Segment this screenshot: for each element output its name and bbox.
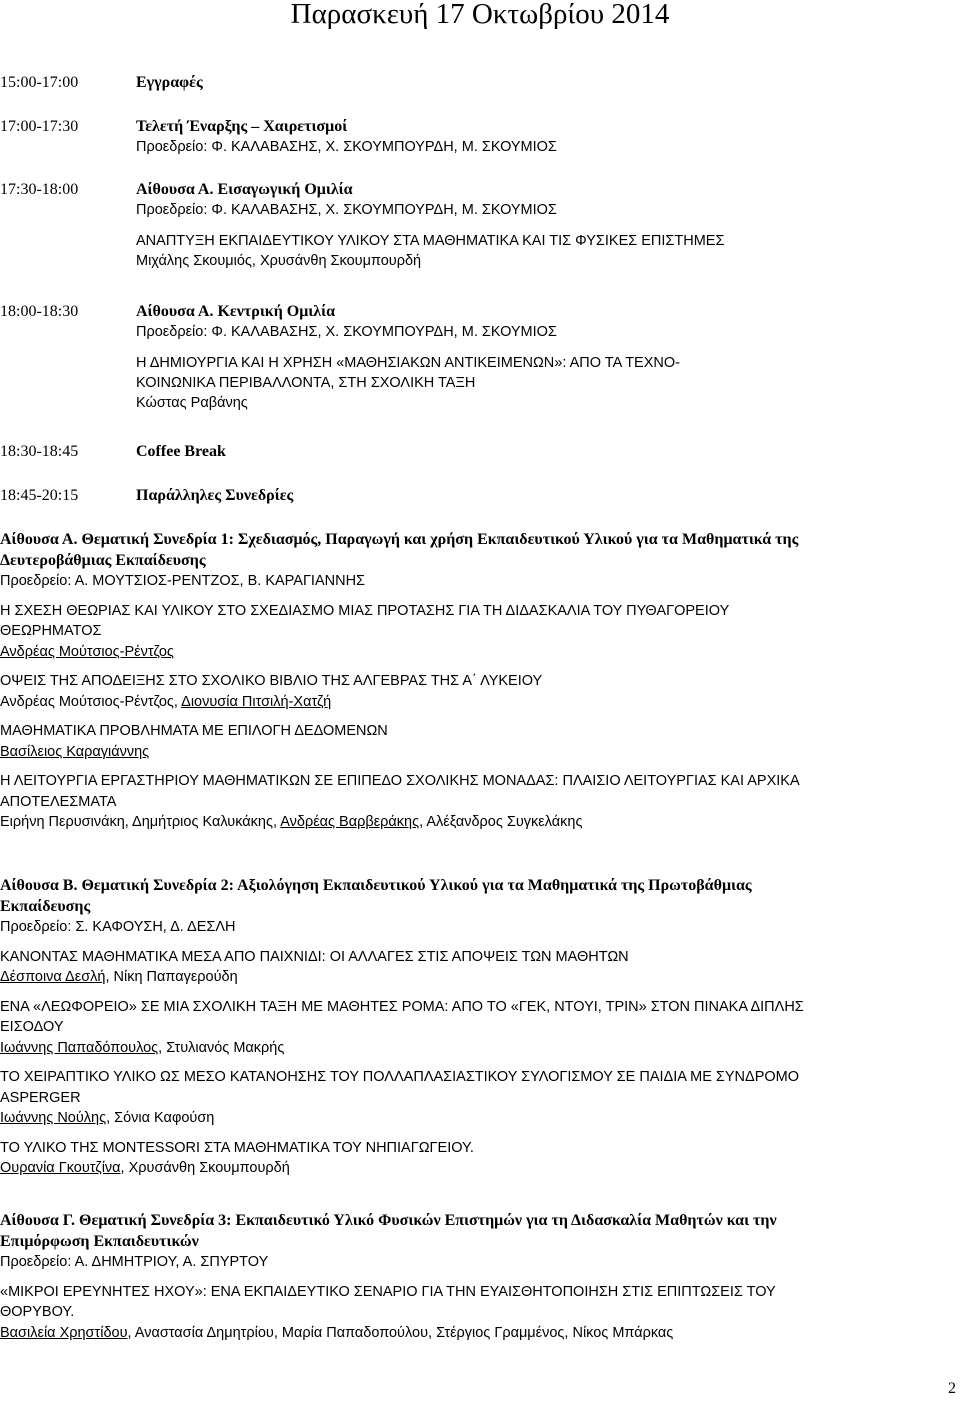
author-name: Δέσποινα Δεσλή [0, 969, 106, 985]
author-name: Διονυσία Πιτσιλή-Χατζή [181, 693, 332, 710]
paper-entry [0, 997, 950, 1059]
paper-title-line: ΜΑΘΗΜΑΤΙΚΑ ΠΡΟΒΛΗΜΑΤΑ ΜΕ ΕΠΙΛΟΓΗ ΔΕΔΟΜΕΝΩΝ [0, 723, 388, 739]
session-block [0, 876, 950, 1188]
schedule-time: 17:00-17:30 [0, 118, 79, 135]
talk-authors: Μιχάλης Σκουμιός, Χρυσάνθη Σκουμπουρδή [136, 253, 422, 269]
schedule-time: 18:00-18:30 [0, 303, 79, 320]
author-name: , Αλέξανδρος Συγκελάκης [419, 814, 583, 830]
author-name: Ανδρέας Μούτσιος-Ρέντζος [0, 643, 174, 660]
paper-entry [0, 1067, 950, 1129]
paper-title-line: ΕΝΑ «ΛΕΩΦΟΡΕΙΟ» ΣΕ ΜΙΑ ΣΧΟΛΙΚΗ ΤΑΞΗ ΜΕ ΜΑΘΗΤΕΣ ΡΟΜΑ: ΑΠΟ ΤΟ «ΓΕΚ, ΝΤΟΥΙ, ΤΡΙΝ» ΣΤΟΝ ΠΙΝΑΚΑ ΔΙΠΛΗΣ [0, 998, 804, 1015]
session-heading-line: Εκπαίδευσης [0, 897, 91, 915]
author-name: Ανδρέας Μούτσιος-Ρέντζος, [0, 693, 182, 710]
paper-entry [0, 947, 950, 988]
schedule-heading: Εγγραφές [136, 74, 203, 91]
chair-line: Προεδρείο: Φ. ΚΑΛΑΒΑΣΗΣ, Χ. ΣΚΟΥΜΠΟΥΡΔΗ, Μ. ΣΚΟΥΜΙΟΣ [136, 139, 557, 155]
paper-authors [0, 1108, 950, 1129]
paper-authors [0, 692, 950, 713]
paper-entry [0, 771, 950, 833]
schedule-details [136, 73, 936, 93]
schedule-time: 18:45-20:15 [0, 487, 79, 504]
session-block [0, 530, 950, 842]
paper-entry [0, 671, 950, 712]
talk-title-line: Η ΔΗΜΙΟΥΡΓΙΑ ΚΑΙ Η ΧΡΗΣΗ «ΜΑΘΗΣΙΑΚΩΝ ΑΝΤΙΚΕΙΜΕΝΩΝ»: ΑΠΟ ΤΑ ΤΕΧΝΟ- [136, 355, 680, 371]
session-chair: Προεδρείο: Α. ΜΟΥΤΣΙΟΣ-ΡΕΝΤΖΟΣ, Β. ΚΑΡΑΓΙΑΝΝΗΣ [0, 573, 366, 589]
paper-entry [0, 1282, 950, 1344]
schedule-heading: Τελετή Έναρξης – Χαιρετισμοί [136, 118, 348, 135]
chair-line: Προεδρείο: Φ. ΚΑΛΑΒΑΣΗΣ, Χ. ΣΚΟΥΜΠΟΥΡΔΗ, Μ. ΣΚΟΥΜΙΟΣ [136, 324, 557, 340]
schedule-heading: Παράλληλες Συνεδρίες [136, 487, 294, 504]
paper-title-line: ΕΙΣΟΔΟΥ [0, 1019, 64, 1035]
schedule-details [136, 486, 936, 506]
session-chair: Προεδρείο: Σ. ΚΑΦΟΥΣΗ, Δ. ΔΕΣΛΗ [0, 919, 236, 935]
schedule-details [136, 442, 936, 462]
paper-title-line: Η ΣΧΕΣΗ ΘΕΩΡΙΑΣ ΚΑΙ ΥΛΙΚΟΥ ΣΤΟ ΣΧΕΔΙΑΣΜΟ ΜΙΑΣ ΠΡΟΤΑΣΗΣ ΓΙΑ ΤΗ ΔΙΔΑΣΚΑΛΙΑ ΤΟΥ ΠΥΘΑΓΟΡΕΙΟΥ [0, 602, 730, 619]
paper-title-line: ΤΟ ΥΛΙΚΟ ΤΗΣ MONTESSORI ΣΤΑ ΜΑΘΗΜΑΤΙΚΑ ΤΟΥ ΝΗΠΙΑΓΩΓΕΙΟΥ. [0, 1139, 474, 1156]
author-name: , Στυλιανός Μακρής [158, 1039, 285, 1056]
paper-title-line: «ΜΙΚΡΟΙ ΕΡΕΥΝΗΤΕΣ ΗΧΟΥ»: ΕΝΑ ΕΚΠΑΙΔΕΥΤΙΚΟ ΣΕΝΑΡΙΟ ΓΙΑ ΤΗΝ ΕΥΑΙΣΘΗΤΟΠΟΙΗΣΗ ΣΤΙΣ ΕΠΙΠΤΩΣΕΙΣ ΤΟΥ [0, 1283, 776, 1300]
author-name: Βασιλεία Χρηστίδου [0, 1324, 128, 1341]
paper-authors [0, 642, 950, 663]
session-heading-line: Επιμόρφωση Εκπαιδευτικών [0, 1232, 199, 1250]
schedule-details [136, 180, 936, 271]
session-heading-line: Αίθουσα Β. Θεματική Συνεδρία 2: Αξιολόγηση Εκπαιδευτικού Υλικού για τα Μαθηματικά της Πρωτοβάθμιας [0, 877, 752, 894]
chair-line: Προεδρείο: Φ. ΚΑΛΑΒΑΣΗΣ, Χ. ΣΚΟΥΜΠΟΥΡΔΗ, Μ. ΣΚΟΥΜΙΟΣ [136, 202, 557, 218]
paper-entry [0, 1138, 950, 1179]
talk-authors: Κώστας Ραβάνης [136, 395, 248, 411]
paper-authors [0, 1158, 950, 1179]
author-name: Βασίλειος Καραγιάννης [0, 743, 150, 760]
paper-entry [0, 601, 950, 663]
paper-title-line: Η ΛΕΙΤΟΥΡΓΙΑ ΕΡΓΑΣΤΗΡΙΟΥ ΜΑΘΗΜΑΤΙΚΩΝ ΣΕ ΕΠΙΠΕΔΟ ΣΧΟΛΙΚΗΣ ΜΟΝΑΔΑΣ: ΠΛΑΙΣΙΟ ΛΕΙΤΟΥΡΓΙΑΣ ΚΑΙ ΑΡΧΙΚΑ [0, 773, 800, 789]
paper-authors [0, 967, 950, 988]
session-heading-line: Δευτεροβάθμιας Εκπαίδευσης [0, 551, 206, 569]
page-title: Παρασκευή 17 Οκτωβρίου 2014 [290, 0, 670, 30]
paper-title-line: ΑΠΟΤΕΛΕΣΜΑΤΑ [0, 793, 117, 810]
schedule-time: 15:00-17:00 [0, 74, 79, 91]
author-name: , Σόνια Καφούση [106, 1110, 215, 1126]
author-name: Ειρήνη Περυσινάκη, Δημήτριος Καλυκάκης, [0, 814, 281, 830]
author-name: , Νίκη Παπαγερούδη [105, 969, 238, 985]
paper-title-line: ΟΨΕΙΣ ΤΗΣ ΑΠΟΔΕΙΞΗΣ ΣΤΟ ΣΧΟΛΙΚΟ ΒΙΒΛΙΟ ΤΗΣ ΑΛΓΕΒΡΑΣ ΤΗΣ Α΄ ΛΥΚΕΙΟΥ [0, 673, 543, 689]
schedule-heading: Coffee Break [136, 443, 226, 460]
paper-authors [0, 812, 950, 833]
talk-title-line: ΑΝΑΠΤΥΞΗ ΕΚΠΑΙΔΕΥΤΙΚΟΥ ΥΛΙΚΟΥ ΣΤΑ ΜΑΘΗΜΑΤΙΚΑ ΚΑΙ ΤΙΣ ΦΥΣΙΚΕΣ ΕΠΙΣΤΗΜΕΣ [136, 233, 725, 249]
session-heading-line: Αίθουσα Α. Θεματική Συνεδρία 1: Σχεδιασμός, Παραγωγή και χρήση Εκπαιδευτικού Υλικού για τα Μαθηματικά της [0, 531, 799, 548]
session-chair: Προεδρείο: Α. ΔΗΜΗΤΡΙΟΥ, Α. ΣΠΥΡΤΟΥ [0, 1254, 269, 1270]
schedule-heading: Αίθουσα Α. Εισαγωγική Ομιλία [136, 181, 353, 198]
paper-title-line: ASPERGER [0, 1089, 81, 1106]
author-name: , Αναστασία Δημητρίου, Μαρία Παπαδοπούλου, Στέργιος Γραμμένος, Νίκος Μπάρκας [127, 1324, 674, 1341]
author-name: Ουρανία Γκουτζίνα [0, 1160, 121, 1176]
paper-title-line: ΚΑΝΟΝΤΑΣ ΜΑΘΗΜΑΤΙΚΑ ΜΕΣΑ ΑΠΟ ΠΑΙΧΝΙΔΙ: ΟΙ ΑΛΛΑΓΕΣ ΣΤΙΣ ΑΠΟΨΕΙΣ ΤΩΝ ΜΑΘΗΤΩΝ [0, 948, 629, 965]
paper-authors [0, 1038, 950, 1059]
talk-title-line: ΚΟΙΝΩΝΙΚΑ ΠΕΡΙΒΑΛΛΟΝΤΑ, ΣΤΗ ΣΧΟΛΙΚΗ ΤΑΞΗ [136, 375, 476, 391]
paper-entry [0, 721, 950, 762]
paper-title-line: ΤΟ ΧΕΙΡΑΠΤΙΚΟ ΥΛΙΚΟ ΩΣ ΜΕΣΟ ΚΑΤΑΝΟΗΣΗΣ ΤΟΥ ΠΟΛΛΑΠΛΑΣΙΑΣΤΙΚΟΥ ΣΥΛΟΓΙΣΜΟΥ ΣΕ ΠΑΙΔΙΑ ΜΕ ΣΥΝΔΡΟΜΟ [0, 1069, 800, 1085]
paper-authors [0, 1323, 950, 1344]
schedule-time: 18:30-18:45 [0, 443, 79, 460]
page-number: 2 [948, 1380, 956, 1397]
schedule-details [136, 117, 936, 157]
author-name: Ανδρέας Βαρβεράκης [280, 814, 420, 830]
paper-title-line: ΘΕΩΡΗΜΑΤΟΣ [0, 623, 102, 639]
author-name: , Χρυσάνθη Σκουμπουρδή [120, 1160, 290, 1176]
schedule-heading: Αίθουσα Α. Κεντρική Ομιλία [136, 303, 335, 320]
schedule-details [136, 302, 936, 413]
author-name: Ιωάννης Παπαδόπουλος [0, 1039, 159, 1056]
session-heading-line: Αίθουσα Γ. Θεματική Συνεδρία 3: Εκπαιδευτικό Υλικό Φυσικών Επιστημών για τη Διδασκαλία Μαθητών και την [0, 1212, 777, 1229]
author-name: Ιωάννης Νούλης [0, 1110, 107, 1126]
paper-title-line: ΘΟΡΥΒΟΥ. [0, 1304, 75, 1320]
session-block [0, 1211, 950, 1352]
schedule-time: 17:30-18:00 [0, 181, 79, 198]
paper-authors [0, 742, 950, 763]
